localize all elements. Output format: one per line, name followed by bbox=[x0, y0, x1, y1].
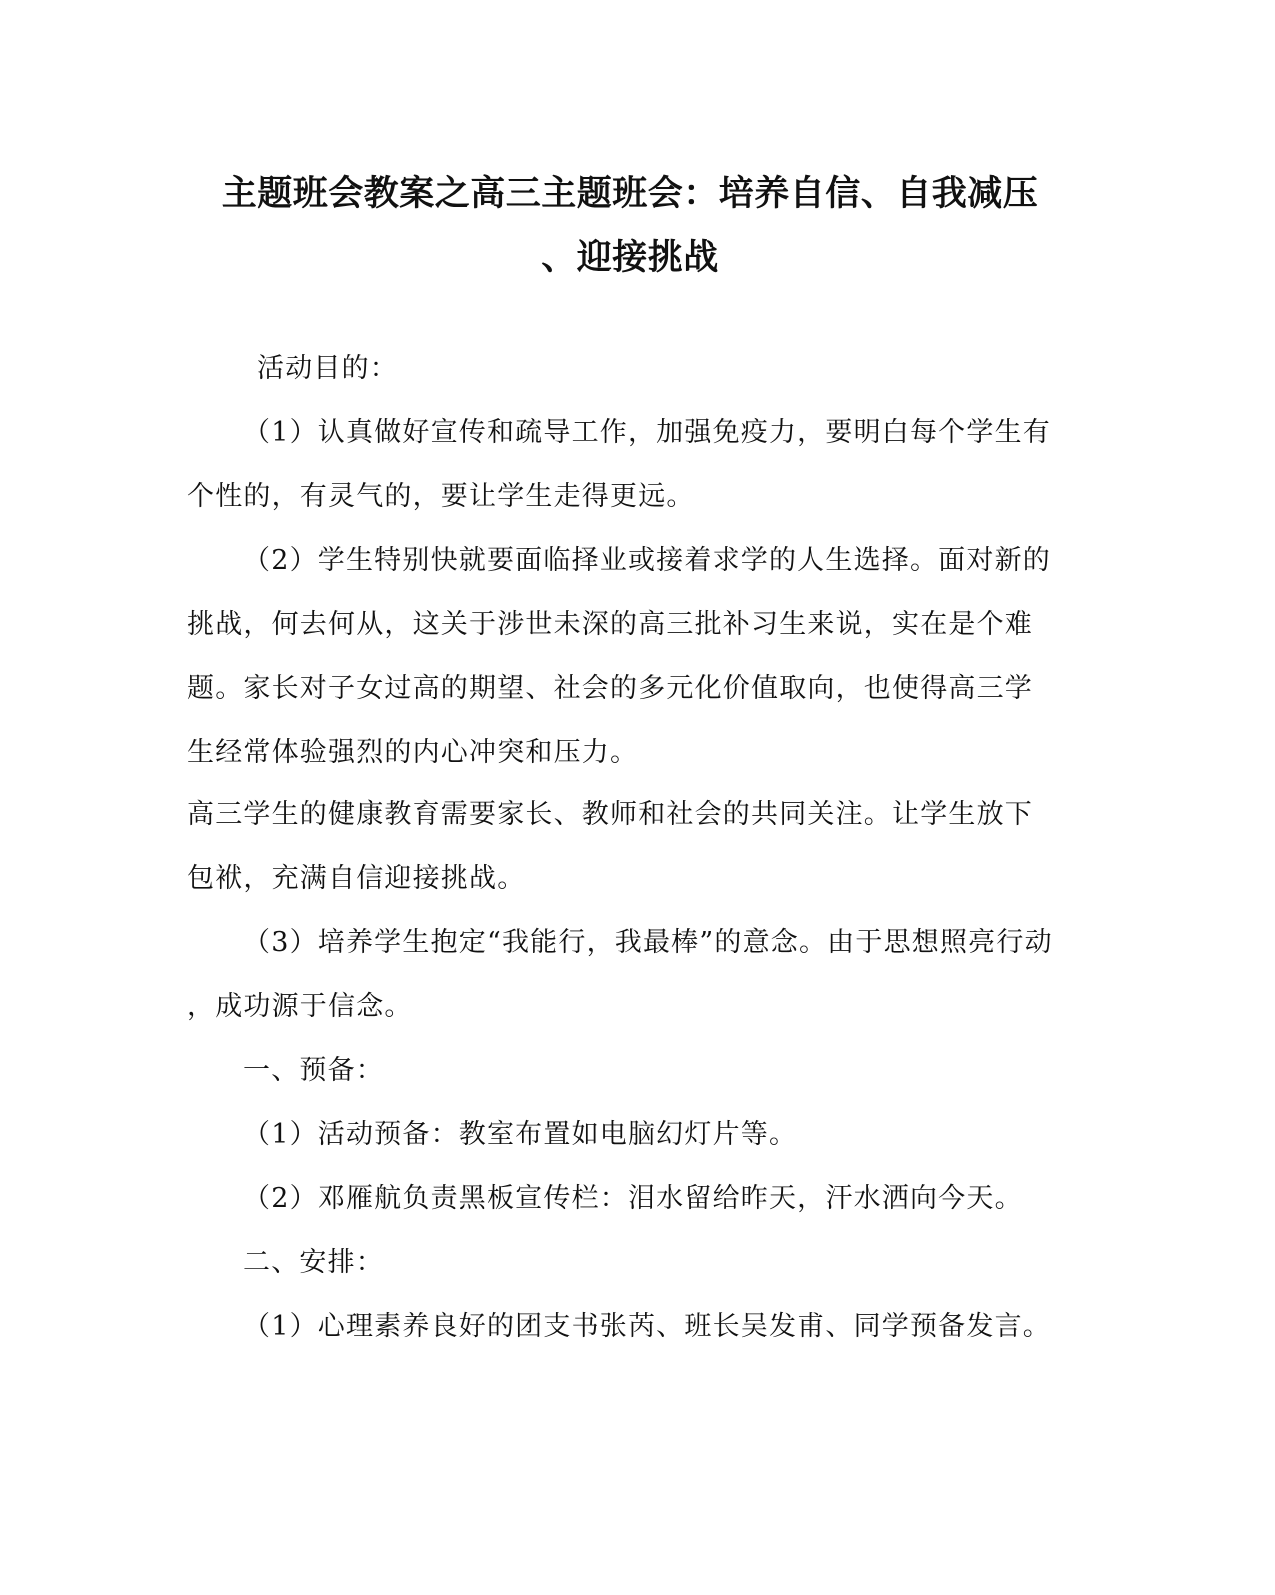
paragraph-line: 题。家长对子女过高的期望、社会的多元化价值取向，也使得高三学 bbox=[187, 673, 1033, 704]
paragraph-line: （2）学生特别快就要面临择业或接着求学的人生选择。面对新的 bbox=[243, 545, 1051, 576]
paragraph-line: （3）培养学生抱定“我能行，我最棒”的意念。由于思想照亮行动 bbox=[243, 927, 1053, 958]
paragraph-line: 挑战，何去何从，这关于涉世未深的高三批补习生来说，实在是个难 bbox=[187, 609, 1033, 640]
paragraph-line: （1）活动预备：教室布置如电脑幻灯片等。 bbox=[243, 1119, 798, 1150]
paragraph-line: 包袱，充满自信迎接挑战。 bbox=[187, 863, 526, 894]
section-heading-purpose: 活动目的： bbox=[257, 353, 398, 384]
document-title-line-1: 主题班会教案之高三主题班会：培养自信、自我减压 bbox=[221, 173, 1039, 214]
paragraph-line: ，成功源于信念。 bbox=[187, 991, 413, 1022]
paragraph-line: （1）心理素养良好的团支书张芮、班长吴发甫、同学预备发言。 bbox=[243, 1311, 1051, 1342]
section-heading-preparation: 一、预备： bbox=[243, 1055, 384, 1086]
paragraph-line: （1）认真做好宣传和疏导工作，加强免疫力，要明白每个学生有 bbox=[243, 417, 1051, 448]
paragraph-line: 高三学生的健康教育需要家长、教师和社会的共同关注。让学生放下 bbox=[187, 799, 1033, 830]
document-title-line-2: 、迎接挑战 bbox=[541, 237, 719, 278]
section-heading-arrangement: 二、安排： bbox=[243, 1247, 384, 1278]
paragraph-line: 生经常体验强烈的内心冲突和压力。 bbox=[187, 737, 639, 768]
paragraph-line: 个性的，有灵气的，要让学生走得更远。 bbox=[187, 481, 695, 512]
paragraph-line: （2）邓雁航负责黑板宣传栏：泪水留给昨天，汗水洒向今天。 bbox=[243, 1183, 1023, 1214]
